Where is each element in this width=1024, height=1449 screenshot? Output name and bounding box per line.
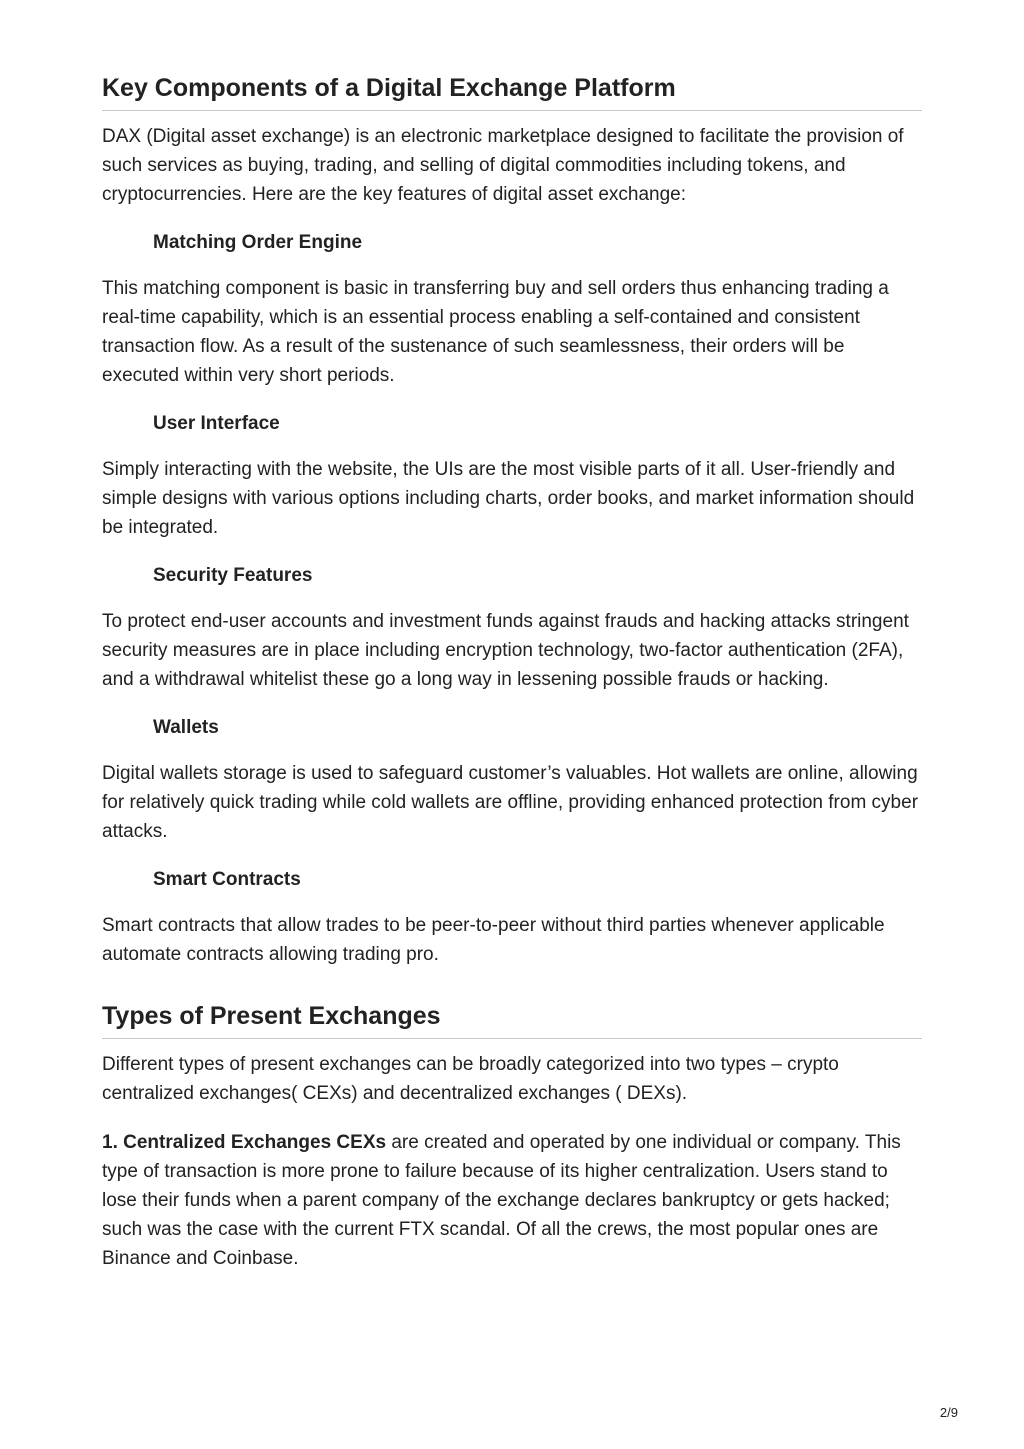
paragraph-user-interface: Simply interacting with the website, the UIs are the most visible parts of it all. User-friendly and simple designs with various options including charts, order books, and market information should be integrated. [102,459,915,538]
paragraph-matching-order-engine: This matching component is basic in transferring buy and sell orders thus enhancing trading a real-time capability, which is an essential process enabling a self-contained and consistent transaction flow. As a result of the sustenance of such seamlessness, their orders will be executed within very short periods. [102,278,889,386]
section-title-types-of-exchanges: Types of Present Exchanges [102,1000,922,1039]
subheading-matching-order-engine: Matching Order Engine [153,232,363,253]
subheading-user-interface: User Interface [153,413,280,434]
paragraph-security-features: To protect end-user accounts and investment funds against frauds and hacking attacks stringent security measures are in place including encryption technology, two-factor authentication (2FA), and a withdrawal whitelist these go a long way in lessening possible frauds or hacking. [102,611,909,690]
article-content [102,72,922,1273]
paragraph-wallets: Digital wallets storage is used to safeguard customer’s valuables. Hot wallets are online, allowing for relatively quick trading while cold wallets are offline, providing enhanced protection from cyber attacks. [102,763,919,842]
cex-body: are created and operated by one individual or company. This type of transaction is more prone to failure because of its higher centralization. Users stand to lose their funds when a parent company of the exchange declares bankruptcy or gets hacked; such was the case with the current FTX scandal. Of all the crews, the most popular ones are Binance and Coinbase. [102,1132,901,1269]
section-intro: DAX (Digital asset exchange) is an electronic marketplace designed to facilitate the provision of such services as buying, trading, and selling of digital commodities including tokens, and cryptocurrencies. Here are the key features of digital asset exchange: [102,126,904,205]
subheading-security-features: Security Features [153,565,313,586]
paragraph-smart-contracts: Smart contracts that allow trades to be peer-to-peer without third parties whenever applicable automate contracts allowing trading pro. [102,915,885,965]
subheading-wallets: Wallets [153,717,219,738]
subheading-smart-contracts: Smart Contracts [153,869,301,890]
paragraph-centralized-exchanges [102,1128,922,1273]
page-number: 2/9 [939,1405,958,1420]
section-title-key-components: Key Components of a Digital Exchange Platform [102,72,922,111]
section-intro-types: Different types of present exchanges can be broadly categorized into two types – crypto centralized exchanges( CEXs) and decentralized exchanges ( DEXs). [102,1054,839,1104]
cex-label: 1. Centralized Exchanges CEXs [102,1132,387,1153]
